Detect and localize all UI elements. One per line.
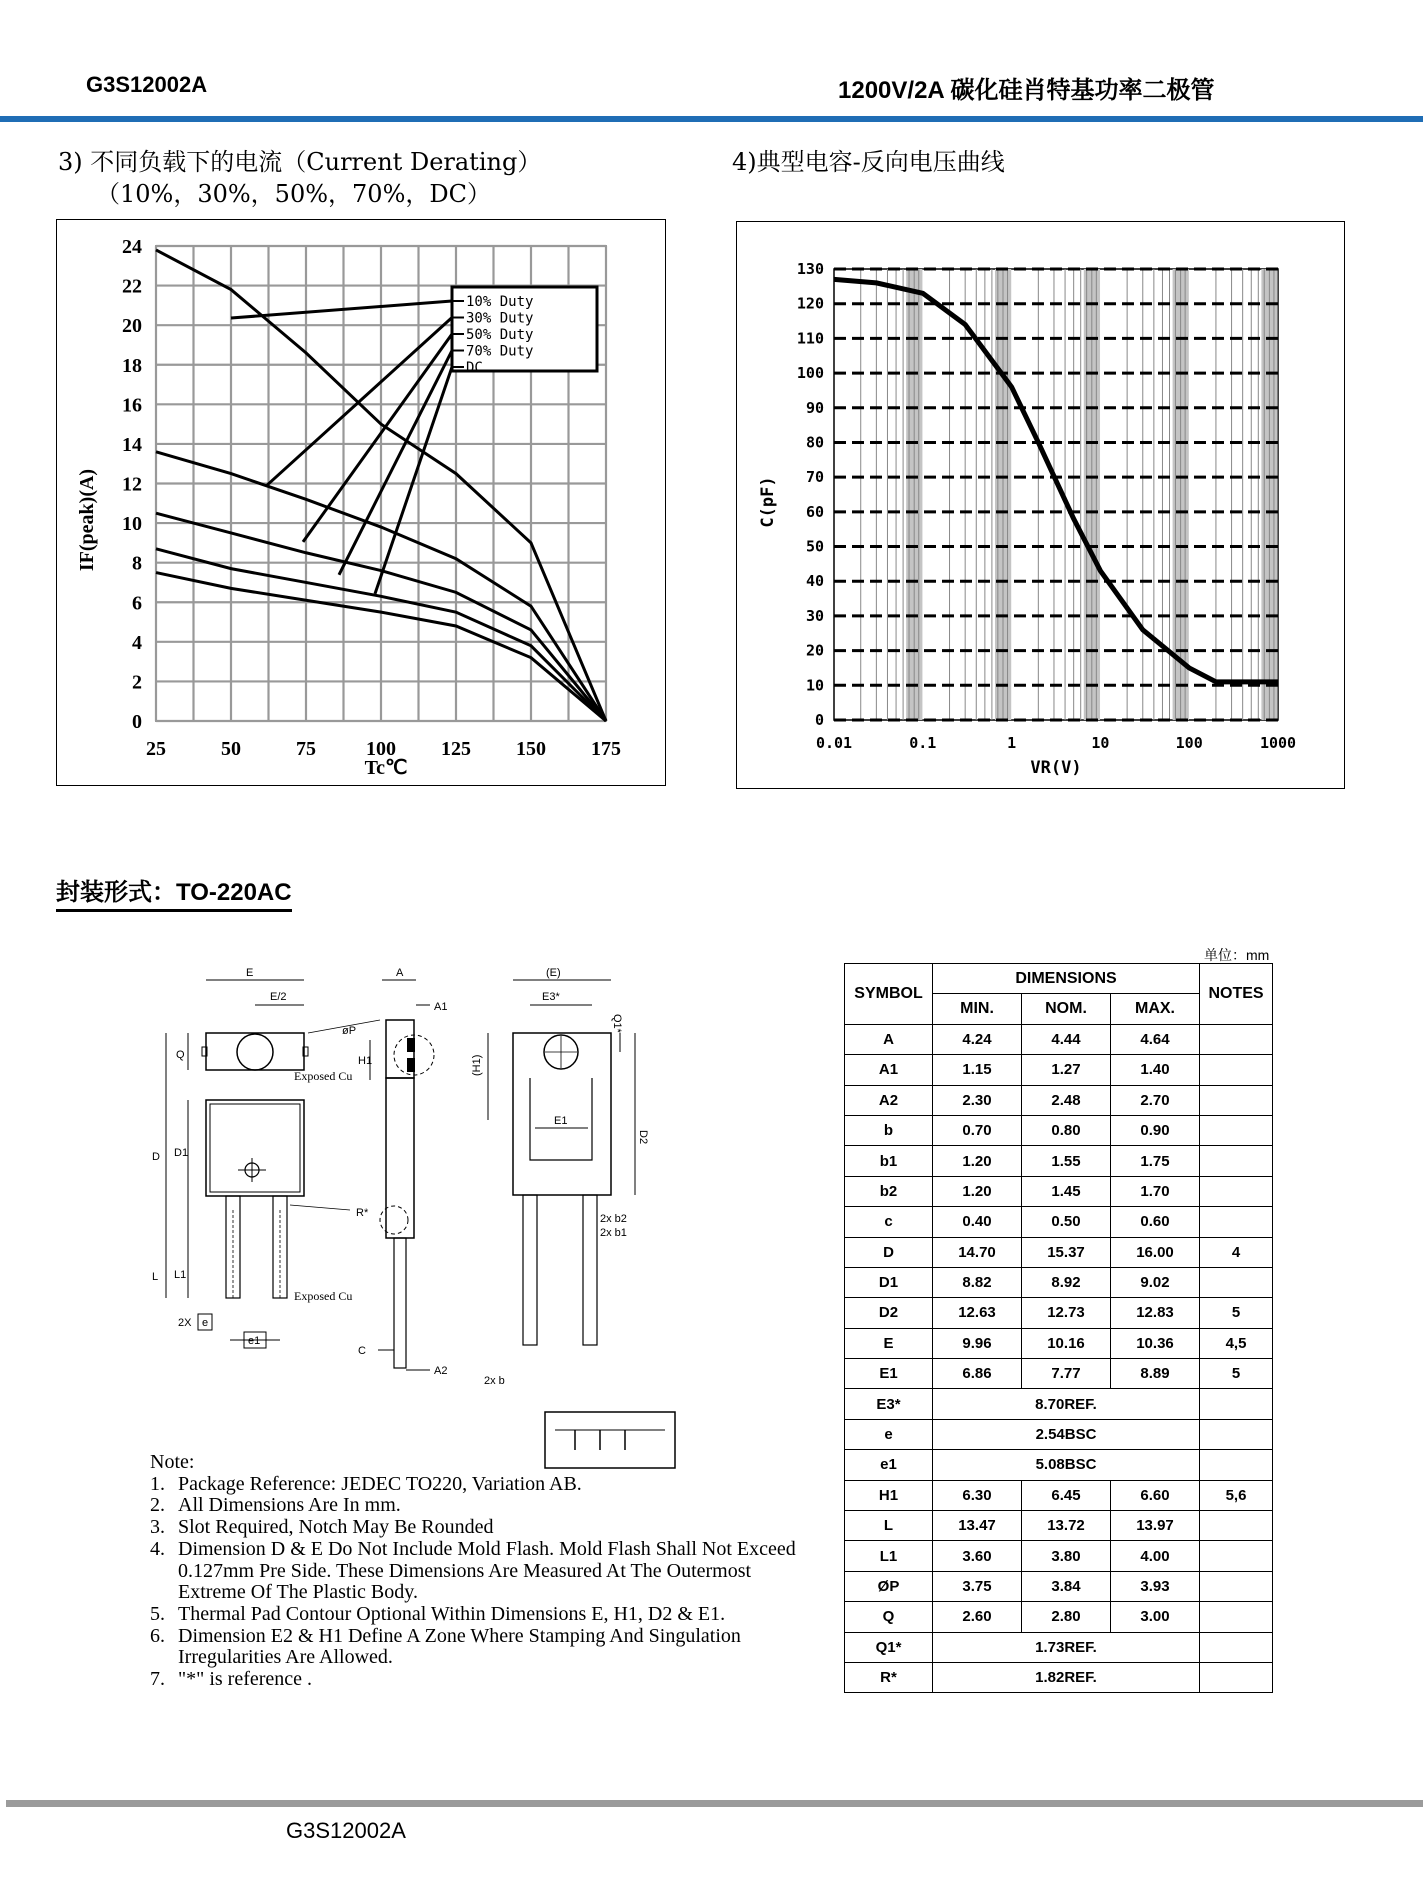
- cell-min: 9.96: [933, 1328, 1022, 1358]
- cell-notes: [1200, 1267, 1273, 1297]
- cell-nom: 6.45: [1022, 1480, 1111, 1510]
- y-tick-label: 90: [805, 398, 824, 417]
- cell-min: 4.24: [933, 1024, 1022, 1054]
- table-row: [845, 1632, 1273, 1662]
- table-row: [845, 1602, 1273, 1632]
- table-row: [845, 1389, 1273, 1419]
- cell-min: 12.63: [933, 1298, 1022, 1328]
- y-tick-label: 16: [122, 394, 142, 417]
- x-tick-label: 75: [296, 738, 316, 760]
- note-item: [150, 1474, 810, 1496]
- y-tick-label: 4: [132, 631, 142, 654]
- legend-label: 30% Duty: [466, 310, 534, 327]
- table-row: [845, 1328, 1273, 1358]
- table-row: [845, 1511, 1273, 1541]
- note-number: 4.: [150, 1537, 165, 1560]
- cell-max: 16.00: [1111, 1237, 1200, 1267]
- cell-min: 0.70: [933, 1115, 1022, 1145]
- cell-ref-value: 5.08BSC: [933, 1450, 1200, 1480]
- label-Rstar: R*: [356, 1207, 369, 1219]
- side-view: [370, 980, 434, 1370]
- cell-max: 4.00: [1111, 1541, 1200, 1571]
- note-number: 1.: [150, 1472, 165, 1495]
- x-axis-label: VR(V): [1030, 758, 1082, 778]
- cell-max: 4.64: [1111, 1024, 1200, 1054]
- cell-symbol: D1: [845, 1267, 933, 1297]
- table-row: [845, 1541, 1273, 1571]
- x-tick-label: 0.1: [909, 734, 937, 752]
- legend-label: 10% Duty: [466, 294, 534, 310]
- cell-notes: [1200, 1389, 1273, 1419]
- label-phiP: øP: [342, 1025, 357, 1037]
- cell-symbol: E: [845, 1328, 933, 1358]
- cell-max: 9.02: [1111, 1267, 1200, 1297]
- package-title: 封装形式：TO-220AC: [56, 872, 292, 912]
- cell-symbol: R*: [845, 1662, 933, 1692]
- cell-ref-value: 1.73REF.: [933, 1632, 1200, 1662]
- label-H1-paren: (H1): [471, 1054, 483, 1076]
- label-D2: D2: [637, 1130, 649, 1145]
- y-tick-label: 60: [805, 502, 824, 521]
- y-tick-label: 6: [132, 592, 142, 615]
- x-tick-label: 175: [591, 738, 621, 760]
- y-tick-label: 80: [805, 433, 824, 452]
- dimension-table-body: [845, 1024, 1273, 1693]
- back-view-labels: [471, 967, 649, 1387]
- note-text: Slot Required, Notch May Be Rounded: [178, 1516, 494, 1539]
- y-tick-label: 2: [132, 671, 142, 694]
- y-tick-label: 8: [132, 552, 142, 575]
- x-tick-label: 0.01: [815, 734, 853, 752]
- table-row: [845, 1055, 1273, 1085]
- cell-ref-value: 1.82REF.: [933, 1662, 1200, 1692]
- cell-nom: 2.80: [1022, 1602, 1111, 1632]
- x-tick-label: 10: [1091, 734, 1110, 752]
- cell-notes: [1200, 1115, 1273, 1145]
- y-tick-label: 0: [814, 711, 824, 729]
- note-number: 3.: [150, 1516, 165, 1539]
- y-axis-label: IF(peak)(A): [76, 468, 98, 572]
- cell-symbol: b1: [845, 1146, 933, 1176]
- label-L: L: [152, 1271, 159, 1283]
- cell-nom: 10.16: [1022, 1328, 1111, 1358]
- cell-max: 3.00: [1111, 1602, 1200, 1632]
- y-axis-label: C(pF): [758, 476, 778, 528]
- x-tick-label: 50: [221, 738, 241, 760]
- label-D: D: [152, 1151, 160, 1163]
- table-row: [845, 1267, 1273, 1297]
- note-number: 5.: [150, 1602, 165, 1625]
- notes-list: [150, 1474, 810, 1691]
- label-H1: H1: [358, 1055, 373, 1067]
- cell-nom: 0.80: [1022, 1115, 1111, 1145]
- note-number: 6.: [150, 1624, 165, 1647]
- table-row: [845, 1298, 1273, 1328]
- cell-symbol: A2: [845, 1085, 933, 1115]
- label-E3star: E3*: [542, 991, 560, 1003]
- note-item: [150, 1539, 810, 1604]
- cell-notes: [1200, 1207, 1273, 1237]
- x-tick-label: 25: [146, 738, 166, 760]
- col-nom: NOM.: [1022, 994, 1111, 1024]
- table-row: [845, 1115, 1273, 1145]
- table-row: [845, 1359, 1273, 1389]
- x-tick-label: 1: [1007, 734, 1017, 752]
- cell-nom: 1.55: [1022, 1146, 1111, 1176]
- y-tick-label: 20: [122, 315, 142, 338]
- y-tick-label: 10: [122, 513, 142, 536]
- derating-chart-frame: [56, 219, 666, 786]
- cell-max: 13.97: [1111, 1511, 1200, 1541]
- cell-symbol: Q1*: [845, 1632, 933, 1662]
- header-description: 1200V/2A 碳化硅肖特基功率二极管: [838, 77, 1215, 104]
- cell-nom: 1.27: [1022, 1055, 1111, 1085]
- label-D1: D1: [174, 1147, 189, 1159]
- cell-symbol: E3*: [845, 1389, 933, 1419]
- notes-title: Note:: [150, 1451, 195, 1473]
- label-e: e: [202, 1317, 209, 1329]
- y-tick-label: 100: [796, 364, 824, 383]
- cell-min: 2.30: [933, 1085, 1022, 1115]
- y-tick-label: 120: [796, 294, 824, 313]
- y-tick-label: 70: [805, 468, 824, 487]
- cell-notes: [1200, 1450, 1273, 1480]
- table-row: [845, 1207, 1273, 1237]
- label-A: A: [396, 967, 404, 979]
- note-item: [150, 1604, 810, 1626]
- cell-max: 1.40: [1111, 1055, 1200, 1085]
- note-number: 7.: [150, 1668, 165, 1691]
- cell-max: 12.83: [1111, 1298, 1200, 1328]
- cell-nom: 12.73: [1022, 1298, 1111, 1328]
- note-text: Dimension D & E Do Not Include Mold Flash. Mold Flash Shall Not Exceed 0.127mm Pre Side. These Dimensions Are Measured At The Outermost Extreme Of The Plastic Body.: [178, 1537, 796, 1604]
- x-tick-label: 100: [366, 738, 396, 760]
- notes-block: [150, 1452, 810, 1691]
- y-tick-label: 14: [122, 433, 142, 456]
- cell-max: 6.60: [1111, 1480, 1200, 1510]
- side-view-labels: [358, 967, 447, 1377]
- cell-min: 1.15: [933, 1055, 1022, 1085]
- cell-notes: [1200, 1085, 1273, 1115]
- plot-area: [834, 269, 1278, 720]
- cell-nom: 2.48: [1022, 1085, 1111, 1115]
- y-tick-label: 50: [805, 537, 824, 556]
- label-L1: L1: [174, 1269, 187, 1281]
- table-row: [845, 1176, 1273, 1206]
- footer-rule: [6, 1800, 1423, 1807]
- cell-nom: 1.45: [1022, 1176, 1111, 1206]
- cell-symbol: b: [845, 1115, 933, 1145]
- note-text: Dimension E2 & H1 Define A Zone Where Stamping And Singulation Irregularities Are Allowed.: [178, 1624, 741, 1669]
- note-text: "*" is reference .: [178, 1668, 313, 1691]
- cell-max: 0.90: [1111, 1115, 1200, 1145]
- cell-symbol: A1: [845, 1055, 933, 1085]
- legend-label: 70% Duty: [466, 343, 534, 360]
- label-E1: E1: [554, 1115, 568, 1127]
- capacitance-chart: [737, 222, 1344, 788]
- y-tick-label: 18: [122, 354, 142, 377]
- cell-notes: 5: [1200, 1359, 1273, 1389]
- y-tick-label: 24: [122, 236, 142, 258]
- label-2x-b2: 2x b2: [600, 1213, 627, 1225]
- cell-notes: 4: [1200, 1237, 1273, 1267]
- section4-title: 4)典型电容-反向电压曲线: [732, 148, 1005, 176]
- cell-nom: 3.80: [1022, 1541, 1111, 1571]
- cell-symbol: e1: [845, 1450, 933, 1480]
- table-row: [845, 1146, 1273, 1176]
- cell-nom: 8.92: [1022, 1267, 1111, 1297]
- x-tick-label: 125: [441, 738, 471, 760]
- table-row: [845, 1024, 1273, 1054]
- cell-min: 8.82: [933, 1267, 1022, 1297]
- table-row: [845, 1237, 1273, 1267]
- cell-max: 0.60: [1111, 1207, 1200, 1237]
- section3-subtitle: （10%，30%，50%，70%，DC）: [96, 180, 491, 208]
- label-E: E: [246, 967, 254, 979]
- cell-max: 3.93: [1111, 1571, 1200, 1601]
- legend-label: 50% Duty: [466, 327, 534, 343]
- note-text: Thermal Pad Contour Optional Within Dimensions E, H1, D2 & E1.: [178, 1602, 726, 1625]
- cell-nom: 15.37: [1022, 1237, 1111, 1267]
- label-A2: A2: [434, 1365, 448, 1377]
- cell-min: 3.75: [933, 1571, 1022, 1601]
- x-tick-label: 1000: [1259, 734, 1297, 752]
- table-row: [845, 1419, 1273, 1449]
- cell-min: 0.40: [933, 1207, 1022, 1237]
- y-tick-label: 0: [132, 711, 142, 733]
- cell-min: 13.47: [933, 1511, 1022, 1541]
- front-view-labels: [152, 967, 369, 1347]
- unit-note: 单位：mm: [1204, 947, 1270, 963]
- table-row: [845, 1085, 1273, 1115]
- cell-symbol: ØP: [845, 1571, 933, 1601]
- y-tick-label: 110: [796, 329, 824, 348]
- cell-min: 6.86: [933, 1359, 1022, 1389]
- label-Q1star: Q1*: [611, 1014, 623, 1033]
- label-2x-b: 2x b: [484, 1375, 505, 1387]
- cell-notes: 4,5: [1200, 1328, 1273, 1358]
- label-exposed-cu-1: Exposed Cu: [294, 1069, 353, 1083]
- note-item: [150, 1517, 810, 1539]
- label-2x-b1: 2x b1: [600, 1227, 627, 1239]
- cell-nom: 4.44: [1022, 1024, 1111, 1054]
- cell-min: 1.20: [933, 1176, 1022, 1206]
- y-tick-label: 12: [122, 473, 142, 496]
- cell-notes: [1200, 1511, 1273, 1541]
- label-Q: Q: [176, 1049, 185, 1061]
- cell-nom: 13.72: [1022, 1511, 1111, 1541]
- label-A1: A1: [434, 1001, 448, 1013]
- col-max: MAX.: [1111, 994, 1200, 1024]
- cell-notes: [1200, 1146, 1273, 1176]
- label-2x: 2X: [178, 1317, 192, 1329]
- note-number: 2.: [150, 1494, 165, 1517]
- col-dimensions: DIMENSIONS: [933, 964, 1200, 994]
- cell-min: 1.20: [933, 1146, 1022, 1176]
- y-tick-label: 30: [805, 606, 824, 625]
- cell-symbol: L1: [845, 1541, 933, 1571]
- cell-notes: [1200, 1541, 1273, 1571]
- cell-notes: [1200, 1632, 1273, 1662]
- table-row: [845, 1571, 1273, 1601]
- cell-notes: [1200, 1419, 1273, 1449]
- cell-nom: 3.84: [1022, 1571, 1111, 1601]
- note-text: All Dimensions Are In mm.: [178, 1494, 401, 1517]
- note-item: [150, 1495, 810, 1517]
- col-notes: NOTES: [1200, 964, 1273, 1025]
- label-exposed-cu-2: Exposed Cu: [294, 1289, 353, 1303]
- cell-symbol: A: [845, 1024, 933, 1054]
- header-part-number: G3S12002A: [86, 72, 208, 97]
- col-min: MIN.: [933, 994, 1022, 1024]
- cell-max: 1.70: [1111, 1176, 1200, 1206]
- cell-symbol: D: [845, 1237, 933, 1267]
- note-text: Package Reference: JEDEC TO220, Variation AB.: [178, 1472, 582, 1495]
- y-tick-label: 20: [805, 641, 824, 660]
- cell-symbol: H1: [845, 1480, 933, 1510]
- cell-notes: [1200, 1571, 1273, 1601]
- cell-notes: 5,6: [1200, 1480, 1273, 1510]
- col-symbol: SYMBOL: [845, 964, 933, 1025]
- footer-part-number: G3S12002A: [286, 1818, 406, 1843]
- cell-min: 6.30: [933, 1480, 1022, 1510]
- section3-title: 3) 不同负载下的电流（Current Derating）: [58, 148, 542, 176]
- cell-max: 2.70: [1111, 1085, 1200, 1115]
- dimension-table: [844, 963, 1273, 1693]
- derating-chart: [57, 220, 665, 785]
- cell-nom: 0.50: [1022, 1207, 1111, 1237]
- label-C: C: [358, 1345, 366, 1357]
- label-E-paren: (E): [546, 967, 561, 979]
- cell-ref-value: 8.70REF.: [933, 1389, 1200, 1419]
- cell-symbol: b2: [845, 1176, 933, 1206]
- y-tick-label: 40: [805, 572, 824, 591]
- y-tick-label: 10: [805, 676, 824, 695]
- cell-notes: 5: [1200, 1298, 1273, 1328]
- table-row: [845, 1450, 1273, 1480]
- back-view: [488, 980, 675, 1468]
- y-tick-label: 130: [796, 260, 824, 278]
- cell-symbol: Q: [845, 1602, 933, 1632]
- table-row: [845, 1480, 1273, 1510]
- cell-symbol: e: [845, 1419, 933, 1449]
- cell-notes: [1200, 1662, 1273, 1692]
- cell-nom: 7.77: [1022, 1359, 1111, 1389]
- cell-notes: [1200, 1024, 1273, 1054]
- cell-min: 2.60: [933, 1602, 1022, 1632]
- table-row: [845, 1662, 1273, 1692]
- label-E-half: E/2: [270, 991, 287, 1003]
- cell-max: 10.36: [1111, 1328, 1200, 1358]
- cell-min: 14.70: [933, 1237, 1022, 1267]
- capacitance-chart-frame: [736, 221, 1345, 789]
- cell-max: 8.89: [1111, 1359, 1200, 1389]
- header-rule: [0, 116, 1423, 122]
- cell-symbol: L: [845, 1511, 933, 1541]
- cell-symbol: E1: [845, 1359, 933, 1389]
- cell-symbol: c: [845, 1207, 933, 1237]
- package-drawing: [130, 960, 810, 1480]
- cell-ref-value: 2.54BSC: [933, 1419, 1200, 1449]
- x-tick-label: 100: [1175, 734, 1203, 752]
- cell-notes: [1200, 1055, 1273, 1085]
- cell-symbol: D2: [845, 1298, 933, 1328]
- y-tick-label: 22: [122, 275, 142, 298]
- label-e1: e1: [248, 1335, 261, 1347]
- note-item: [150, 1669, 810, 1691]
- cell-min: 3.60: [933, 1541, 1022, 1571]
- x-axis-label: Tc℃: [364, 757, 408, 779]
- cell-max: 1.75: [1111, 1146, 1200, 1176]
- note-item: [150, 1626, 810, 1669]
- legend-label: DC: [466, 360, 483, 376]
- cell-notes: [1200, 1602, 1273, 1632]
- cell-notes: [1200, 1176, 1273, 1206]
- x-tick-label: 150: [516, 738, 546, 760]
